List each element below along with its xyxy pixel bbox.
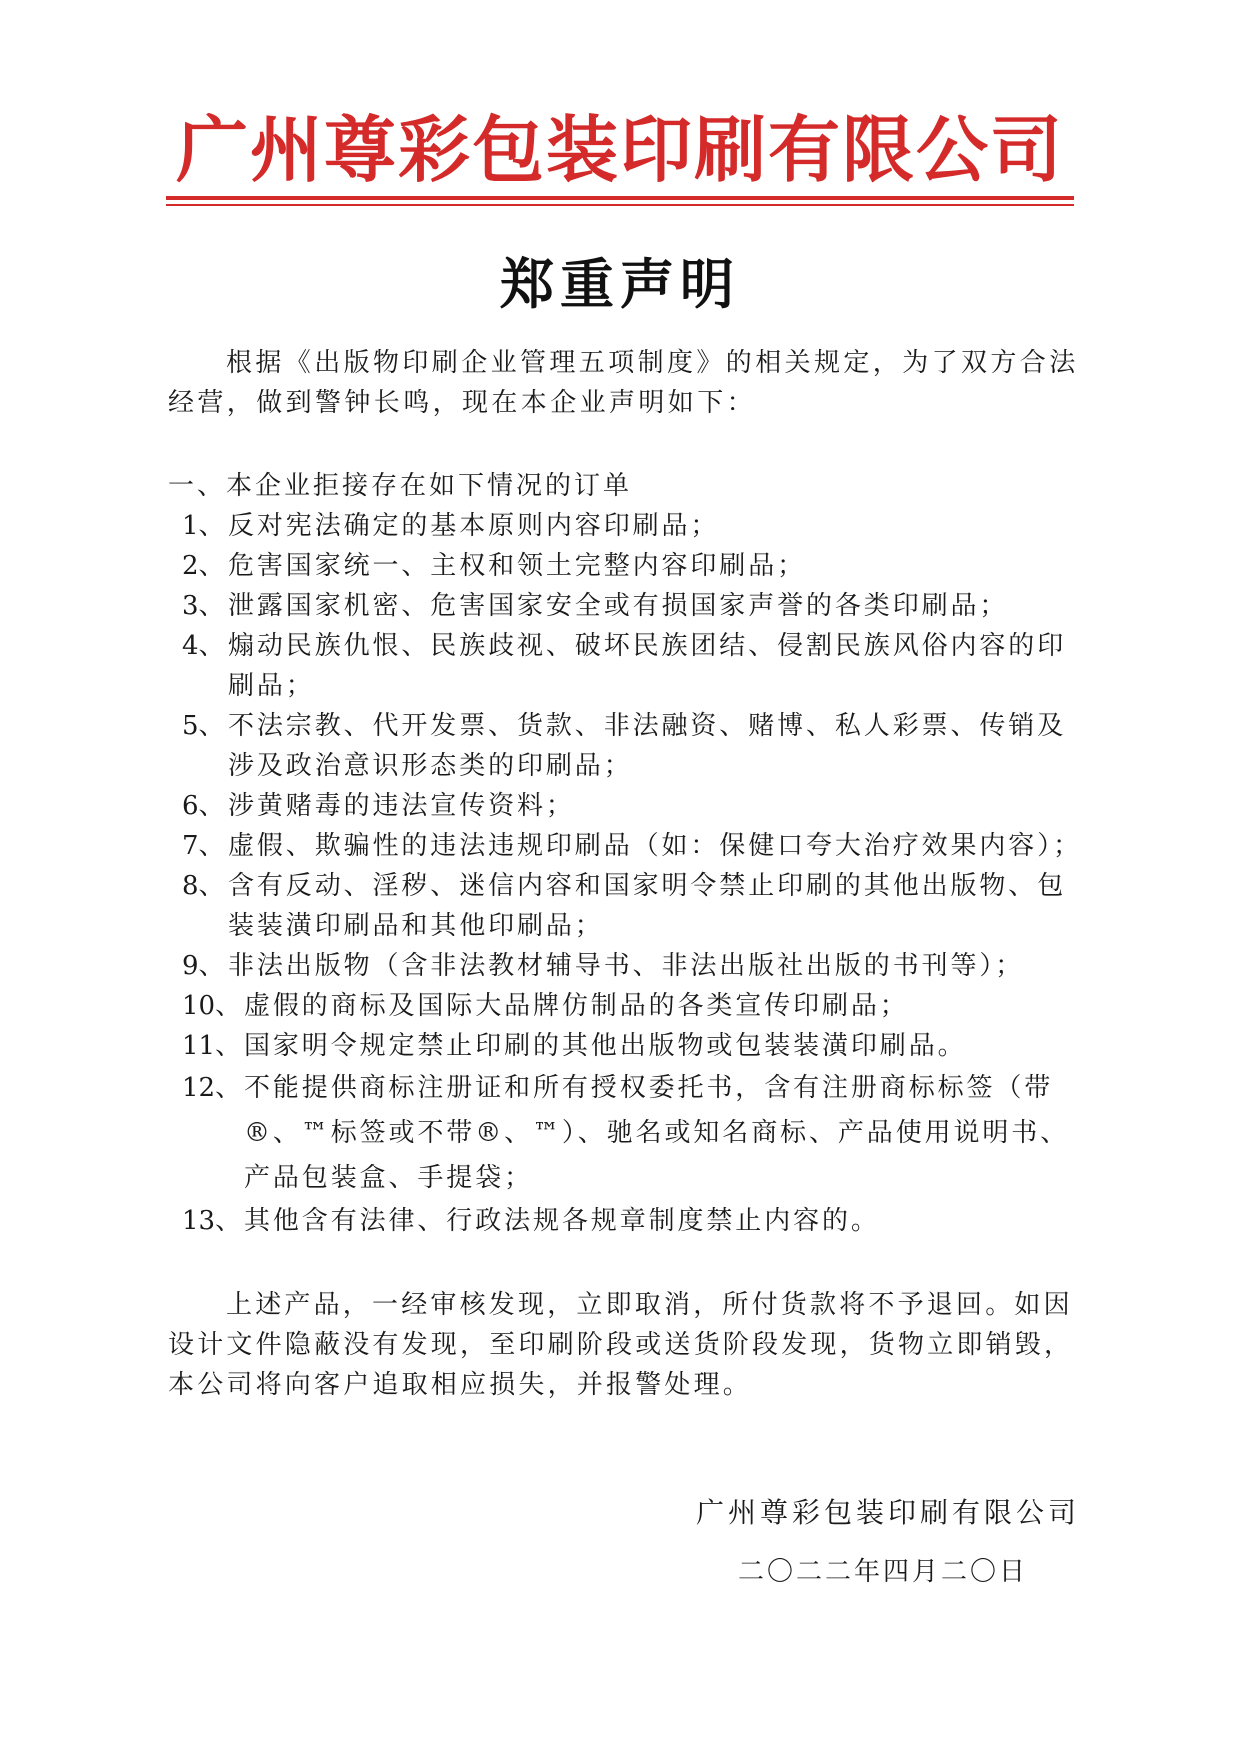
item-number: 4、: [182, 631, 225, 661]
item-text: 含有反动、淫秽、迷信内容和国家明令禁止印刷的其他出版物、包装装潢印刷品和其他印刷品；: [228, 871, 1067, 941]
list-item: [168, 866, 1088, 946]
item-text: 不能提供商标注册证和所有授权委托书，含有注册商标标签（带®、™标签或不带®、™）、驰名或知名商标、产品使用说明书、产品包装盒、手提袋；: [244, 1073, 1070, 1193]
item-number: 10、: [182, 991, 242, 1021]
item-number: 5、: [182, 711, 225, 741]
intro-paragraph: 根据《出版物印刷企业管理五项制度》的相关规定，为了双方合法经营，做到警钟长鸣，现在本企业声明如下：: [168, 348, 1079, 418]
item-text: 危害国家统一、主权和领土完整内容印刷品；: [228, 551, 807, 581]
item-text: 煽动民族仇恨、民族歧视、破坏民族团结、侵割民族风俗内容的印刷品；: [228, 631, 1067, 701]
letterhead-rule-thin: [166, 204, 1074, 206]
document-title: 郑重声明: [500, 252, 740, 316]
list-item: [168, 546, 1088, 586]
list-item: [168, 506, 1088, 546]
list-item: [168, 786, 1088, 826]
item-text: 不法宗教、代开发票、货款、非法融资、赌博、私人彩票、传销及涉及政治意识形态类的印刷品；: [228, 711, 1067, 781]
list-item: [168, 706, 1088, 786]
closing-paragraph: 上述产品，一经审核发现，立即取消，所付货款将不予退回。如因设计文件隐蔽没有发现，至印刷阶段或送货阶段发现，货物立即销毁，本公司将向客户追取相应损失，并报警处理。: [168, 1290, 1074, 1400]
item-number: 1、: [182, 511, 225, 541]
item-text: 虚假、欺骗性的违法违规印刷品（如：保健口夸大治疗效果内容）；: [228, 831, 1083, 861]
item-number: 3、: [182, 591, 225, 621]
letterhead-rule-thick: [166, 196, 1074, 200]
item-number: 9、: [182, 951, 225, 981]
list-item: [168, 586, 1088, 626]
list-item: [168, 626, 1088, 706]
item-text: 泄露国家机密、危害国家安全或有损国家声誉的各类印刷品；: [228, 591, 1009, 621]
signature-date: 二〇二二年四月二〇日: [737, 1557, 1028, 1587]
list-item: [168, 1026, 1088, 1066]
list-item: [168, 946, 1088, 986]
item-text: 非法出版物（含非法教材辅导书、非法出版社出版的书刊等）；: [228, 951, 1025, 981]
list-item: [168, 1201, 1088, 1241]
list-item: [168, 826, 1088, 866]
signature-company: 广州尊彩包装印刷有限公司: [695, 1496, 1080, 1529]
item-text: 反对宪法确定的基本原则内容印刷品；: [228, 511, 720, 541]
list-item: [168, 986, 1088, 1026]
section-heading: 一、本企业拒接存在如下情况的订单: [168, 471, 633, 501]
company-letterhead: 广州尊彩包装印刷有限公司: [175, 108, 1064, 192]
item-number: 11、: [182, 1031, 242, 1061]
list-item: [168, 1066, 1088, 1201]
item-number: 2、: [182, 551, 225, 581]
prohibited-items-list: [168, 506, 1088, 1241]
item-text: 涉黄赌毒的违法宣传资料；: [228, 791, 575, 821]
item-number: 12、: [182, 1073, 242, 1103]
item-number: 13、: [182, 1206, 242, 1236]
item-number: 8、: [182, 871, 225, 901]
item-text: 虚假的商标及国际大品牌仿制品的各类宣传印刷品；: [244, 991, 909, 1021]
item-text: 国家明令规定禁止印刷的其他出版物或包装装潢印刷品。: [244, 1031, 967, 1061]
item-number: 7、: [182, 831, 225, 861]
item-text: 其他含有法律、行政法规各规章制度禁止内容的。: [244, 1206, 880, 1236]
item-number: 6、: [182, 791, 225, 821]
